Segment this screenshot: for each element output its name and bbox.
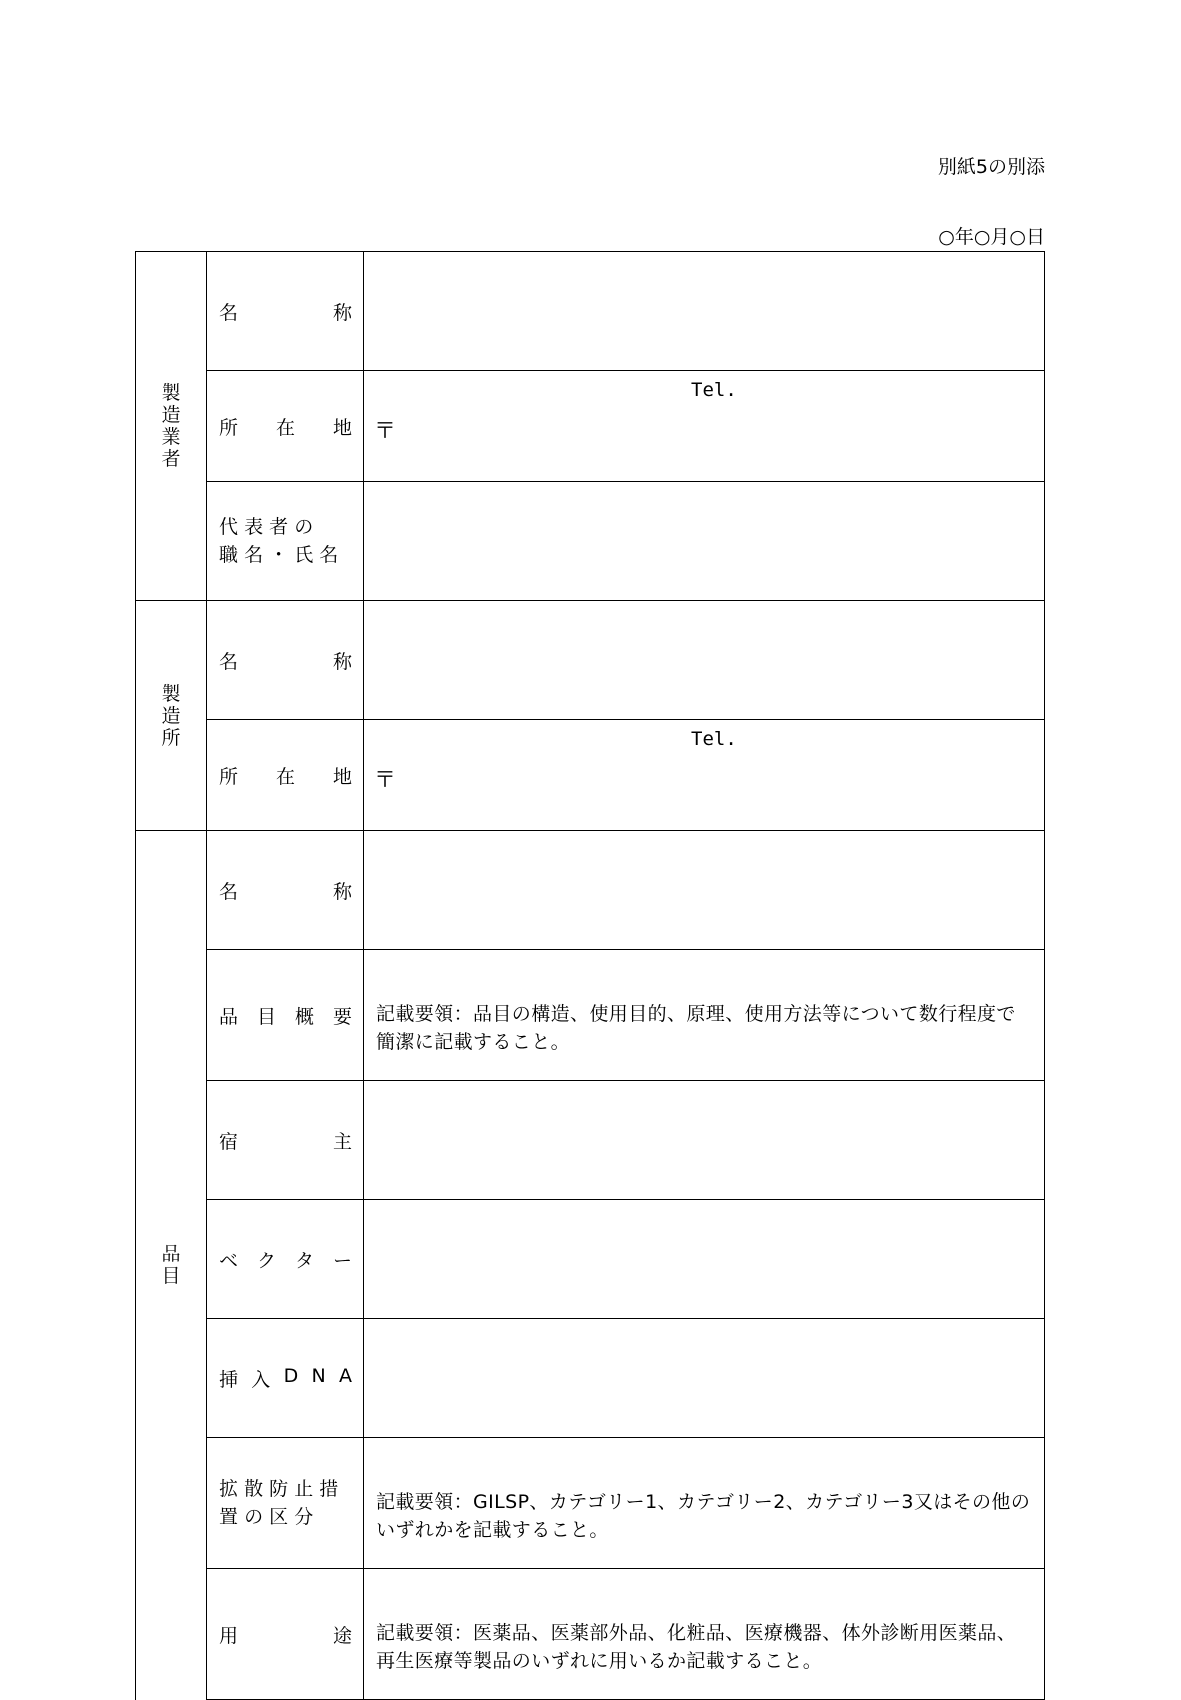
group-manufacturer-label: 製造業者 [161,382,181,470]
instruction-note: 記載要領：医薬品、医薬部外品、化粧品、医療機器、体外診断用医薬品、再生医療等製品のいずれに用いるか記載すること。 [376,1622,1017,1672]
field-vector[interactable] [364,1200,1045,1319]
label-containment-category: 拡 散 防 止 措 置 の 区 分 [207,1438,364,1569]
field-host[interactable] [364,1081,1045,1200]
field-containment-category[interactable] [364,1438,1045,1569]
registration-form-table [135,251,1045,1700]
label-manufacturer-representative: 代 表 者 の 職 名 ・ 氏 名 [207,482,364,601]
field-manufacturer-address[interactable] [364,371,1045,482]
label-product-summary: 品 目 概 要 [207,950,364,1081]
postal-mark: 〒 [374,418,397,444]
field-factory-address[interactable] [364,720,1045,831]
postal-mark: 〒 [374,767,397,793]
field-manufacturer-name[interactable] [364,252,1045,371]
label-insert-dna: 挿 入 D N A [207,1319,364,1438]
group-factory [136,601,207,831]
label-factory-address: 所 在 地 [207,720,364,831]
field-use[interactable] [364,1569,1045,1700]
group-product-label: 品目 [161,1243,181,1288]
group-manufacturer [136,252,207,601]
field-product-name[interactable] [364,831,1045,950]
field-manufacturer-representative[interactable] [364,482,1045,601]
document-reference: 別紙5の別添 [937,156,1045,178]
field-product-summary[interactable] [364,950,1045,1081]
label-factory-name: 名 称 [207,601,364,720]
label-product-name: 名 称 [207,831,364,950]
field-insert-dna[interactable] [364,1319,1045,1438]
tel-label: Tel. [691,728,737,750]
group-factory-label: 製造所 [161,682,181,749]
instruction-note: 記載要領：品目の構造、使用目的、原理、使用方法等について数行程度で簡潔に記載すること。 [376,1003,1016,1053]
instruction-note: 記載要領：GILSP、カテゴリー1、カテゴリー2、カテゴリー3又はその他のいずれかを記載すること。 [376,1491,1031,1541]
label-manufacturer-name: 名 称 [207,252,364,371]
field-factory-name[interactable] [364,601,1045,720]
group-product [136,831,207,1700]
label-use: 用 途 [207,1569,364,1700]
document-date: ○年○月○日 [938,226,1045,248]
label-manufacturer-address: 所 在 地 [207,371,364,482]
label-host: 宿 主 [207,1081,364,1200]
label-vector: ベ ク タ ー [207,1200,364,1319]
tel-label: Tel. [691,379,737,401]
